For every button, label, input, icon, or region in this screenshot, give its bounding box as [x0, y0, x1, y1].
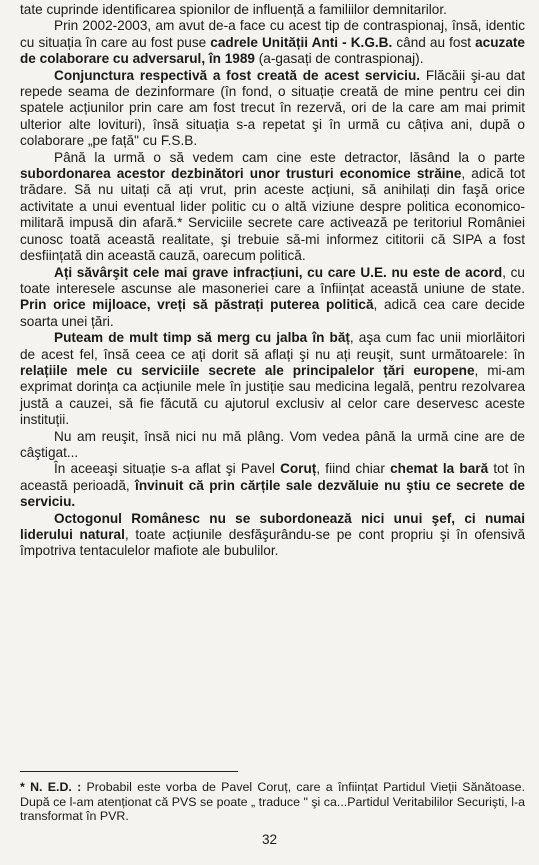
paragraph-5: Ați săvârşit cele mai grave infracțiuni, cu care U.E. nu este de acord, cu toate interesele ascunse ale masoneriei care a înființat această uniune de state. Prin orice mijloace, vreți să păstrați puterea politică, adică cea care decide soarta unei țări.: [20, 264, 525, 329]
paragraph-3: Conjunctura respectivă a fost creată de acest serviciu. Flăcăii şi-au dat repede seama de dezinformare (în fond, o situație creată de mine pentru cei din spatele acțiunilor prin care am fost trecut în rezervă, ori de la care am mai primit ulterior alte lovituri), însă situația s-a repetat şi în urmă cu câțiva ani, după o colaborare „pe față" cu F.S.B.: [20, 67, 526, 149]
paragraph-4: Până la urmă o să vedem cam cine este detractor, lăsând la o parte subordonarea acestor dezbinători unor trusturi economice străine, adică tot trădare. Să nu uitați că ați vrut, prin aceste acțiuni, să anihilați din faşă orice activitate a unui eventual lider politic cu o altă viziune despre politica economico-militară impusă din afară.* Serviciile secrete care activează pe teritoriul României cunosc toată această realitate, şi trebuie să-mi informez cititorii că SIPA a fost desființată din această cauză, oarecum politică.: [20, 149, 525, 264]
footnote: [20, 780, 525, 824]
footnote-text: Probabil este vorba de Pavel Coruț, care a înființat Partidul Vieții Sănătoase. După ce l-am atenționat că PVS se poate „ traduce " şi ca...Partidul Veritabililor Securişti, l-a transformat în PVR.: [20, 780, 526, 824]
footnote-divider: [20, 771, 238, 772]
paragraph-1: tate cuprinde identificarea spionilor de influență a familiilor demnitarilor.: [20, 2, 447, 17]
paragraph-2: Prin 2002-2003, am avut de-a face cu acest tip de contraspionaj, însă, identic cu situația în care au fost puse cadrele Unității Anti - K.G.B. când au fost acuzate de colaborare cu adversarul, în 1989 (a-gasați de contraspionaj).: [20, 18, 525, 67]
paragraph-6: Puteam de mult timp să merg cu jalba în băț, aşa cum fac unii miorlăitori de acest fel, însă ceea ce ați dorit să aflați şi nu ați reuşit, sunt următoarele: în relațiile mele cu serviciile secrete ale principalelor țări europene, mi-am exprimat dorința ca acțiunile mele în justiție sau medicina legală, pentru rezolvarea justă a cauzei, să fie făcută cu ajutorul exclusiv al celor care deservesc aceste instituții.: [20, 330, 525, 428]
paragraph-9: Octogonul Românesc nu se subordonează nici unui şef, ci numai liderului natural, toate acțiunile desfăşurându-se pe cont propriu şi în ofensivă împotriva tentaculelor mafiote ale bubulilor.: [20, 510, 526, 559]
paragraph-7: Nu am reuşit, însă nici nu mă plâng. Vom vedea până la urmă cine are de câştigat...: [20, 428, 525, 460]
paragraph-8: În aceeaşi situație s-a aflat şi Pavel Coruț, fiind chiar chemat la bară tot în această perioadă, învinuit că prin cărțile sale dezvăluie nu ştiu ce secrete de serviciu.: [20, 461, 525, 510]
body-text: [20, 2, 525, 560]
footnote-label: * N. E.D. :: [20, 780, 82, 794]
page-number: 32: [261, 832, 278, 847]
